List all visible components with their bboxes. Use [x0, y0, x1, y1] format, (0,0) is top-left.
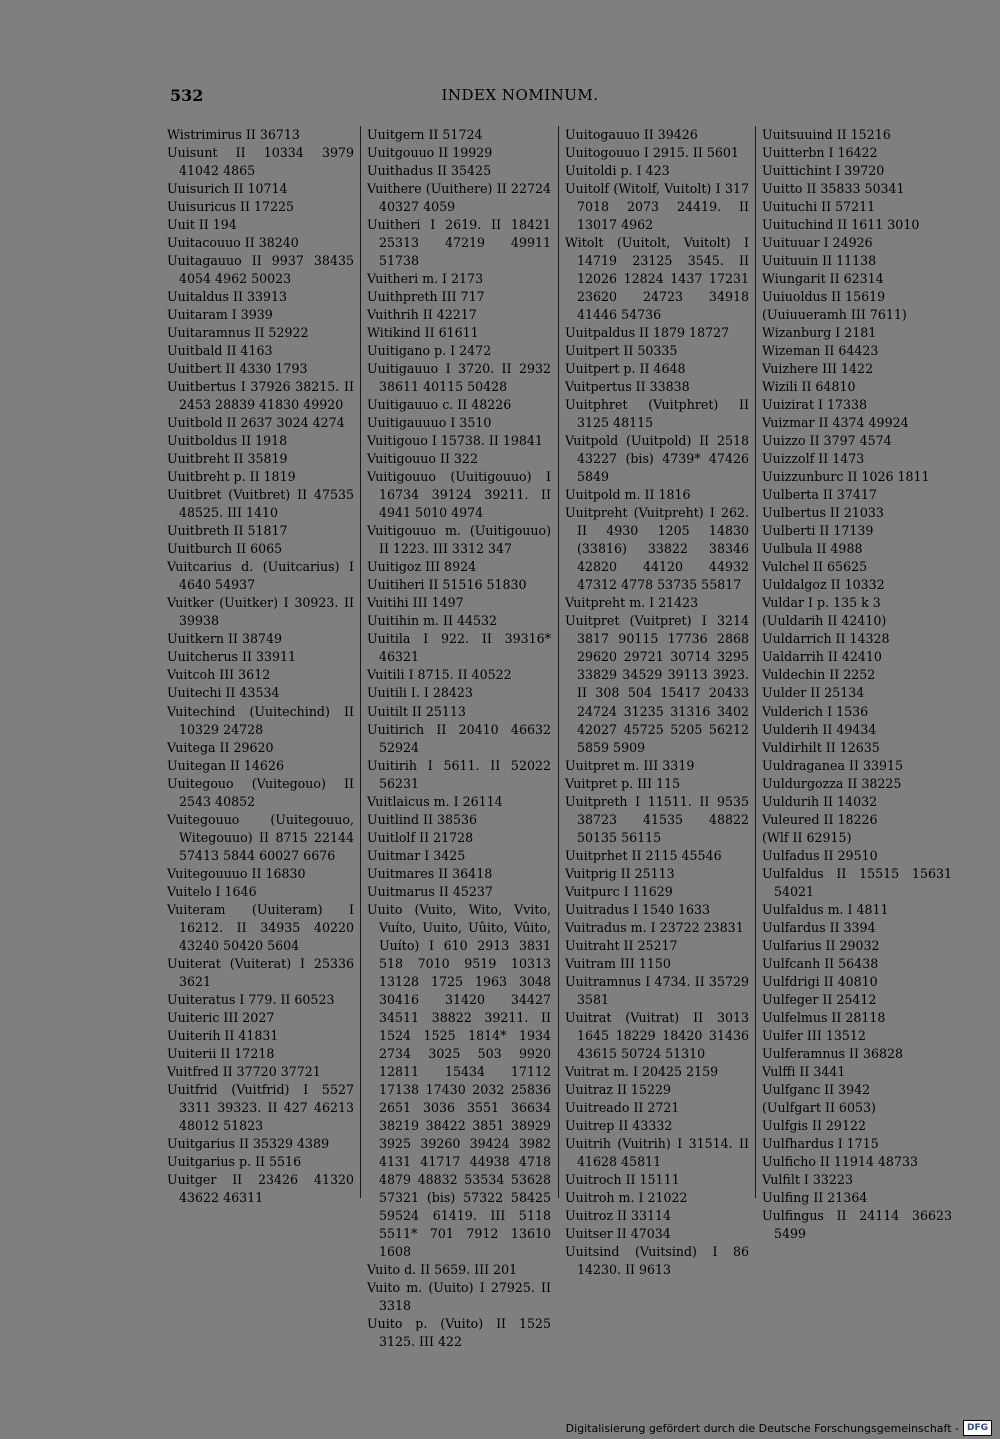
index-entry: Uulfardus II 3394 — [762, 919, 876, 935]
index-entry: Uulder II 25134 — [762, 685, 865, 701]
index-entry: Uulderih II 49434 — [762, 721, 877, 737]
index-entry: Uuitiheri II 51516 51830 — [367, 577, 527, 593]
index-entry: Uuitila I 922. II 39316* 46321 — [367, 631, 551, 665]
index-entry: Uuitgouuo II 19929 — [367, 145, 493, 161]
index-entry: Uuitogouuo I 2915. II 5601 — [565, 145, 739, 161]
index-entry: Vuitechind (Uuitechind) II 10329 24728 — [167, 703, 354, 737]
index-entry: Uuituuar I 24926 — [762, 235, 873, 251]
index-entry: Vuizhere III 1422 — [762, 361, 874, 377]
index-entry: Witolt (Uuitolt, Vuitolt) I 14719 23125 3545. II 12026 12824 1437 17231 23620 24723 34918 41446 54736 — [565, 235, 749, 323]
index-entry: Vulffi II 3441 — [762, 1063, 846, 1079]
column-rule — [558, 126, 559, 1198]
index-entry: Vuitega II 29620 — [167, 739, 274, 755]
index-entry: Wizanburg I 2181 — [762, 325, 877, 341]
dfg-logo: DFG — [963, 1420, 992, 1436]
index-entry: Uuitroch II 15111 — [565, 1171, 680, 1187]
index-entry: Uulbertus II 21033 — [762, 505, 884, 521]
index-entry: Uuitkern II 38749 — [167, 631, 283, 647]
index-entry: Uuitlolf II 21728 — [367, 829, 474, 845]
index-entry: Uulfeger II 25412 — [762, 991, 877, 1007]
column-rule — [755, 126, 756, 1198]
index-entry: Uuisuricus II 17225 — [167, 199, 295, 215]
index-entry: Uulfcanh II 56438 — [762, 955, 879, 971]
index-entry: Uuitbold II 2637 3024 4274 — [167, 415, 345, 431]
index-entry: Uuizzo II 3797 4574 — [762, 433, 892, 449]
index-entry: Vuitelo I 1646 — [167, 883, 257, 899]
index-entry: Uuitegouo (Vuitegouo) II 2543 40852 — [167, 775, 354, 809]
index-entry: Vuitcarius d. (Uuitcarius) I 4640 54937 — [167, 559, 354, 593]
index-entry: Uuitechi II 43534 — [167, 685, 280, 701]
index-entry: Uuitihin m. II 44532 — [367, 613, 498, 629]
index-entry: Uuittichint I 39720 — [762, 163, 885, 179]
index-entry: Uuitterbn I 16422 — [762, 145, 878, 161]
index-entry: Uuituchind II 1611 3010 — [762, 217, 920, 233]
index-entry: Uuitroh m. I 21022 — [565, 1189, 688, 1205]
index-entry: Vuitpreht m. I 21423 — [565, 595, 699, 611]
index-entry: Uuitigoz III 8924 — [367, 559, 477, 575]
index-entry: Wizeman II 64423 — [762, 343, 879, 359]
index-entry: Uuitigauuo c. II 48226 — [367, 397, 512, 413]
index-entry: Uuitgarius II 35329 4389 — [167, 1135, 330, 1151]
index-entry: Uuitmares II 36418 — [367, 865, 493, 881]
index-entry: Vuldechin II 2252 — [762, 667, 876, 683]
index-entry: Uuitpert p. II 4648 — [565, 361, 686, 377]
index-entry: Uuitirich II 20410 46632 52924 — [367, 721, 551, 755]
index-entry: Uuitramnus I 4734. II 35729 3581 — [565, 973, 749, 1007]
index-entry: Uuiuoldus II 15619 — [762, 289, 886, 305]
index-entry: Vuitrat m. I 20425 2159 — [565, 1063, 719, 1079]
index-entry: Uulfganc II 3942 — [762, 1081, 871, 1097]
index-entry: Vuitihi III 1497 — [367, 595, 464, 611]
index-entry: Vuitprig II 25113 — [565, 865, 675, 881]
index-entry: Uuitto II 35833 50341 — [762, 181, 905, 197]
index-entry: Uuitpret m. III 3319 — [565, 757, 695, 773]
index-entry: Uuitphret (Vuitphret) II 3125 48115 — [565, 397, 749, 431]
index-entry: Uuitaldus II 33913 — [167, 289, 288, 305]
index-entry: Uuldurih II 14032 — [762, 793, 878, 809]
index-entry: Uuituchi II 57211 — [762, 199, 876, 215]
index-entry: Uuitpreht (Vuitpreht) I 262. II 4930 1205 14830 (33816) 33822 38346 42820 44120 44932 47312 4778 53735 55817 — [565, 505, 749, 593]
index-entry: Uulfgis II 29122 — [762, 1117, 866, 1133]
index-columns — [167, 126, 957, 1350]
index-entry: Uuitmar I 3425 — [367, 847, 466, 863]
index-entry: Uuitbret (Vuitbret) II 47535 48525. III 1410 — [167, 487, 354, 521]
index-entry: Uulberti II 17139 — [762, 523, 874, 539]
index-entry: Uuitilt II 25113 — [367, 703, 466, 719]
index-entry: (Wlf II 62915) — [762, 829, 852, 845]
index-entry: Uuitogauuo II 39426 — [565, 127, 698, 142]
index-entry: Uuizzunburc II 1026 1811 — [762, 469, 930, 485]
index-entry: Vuleured II 18226 — [762, 811, 878, 827]
index-entry: Vuitigouuo II 322 — [367, 451, 478, 467]
index-entry: Uuit II 194 — [167, 217, 237, 233]
index-entry: Vuitlaicus m. I 26114 — [367, 793, 503, 809]
index-entry: Uuitigauuo I 3720. II 2932 38611 40115 50428 — [367, 361, 551, 395]
column-rule — [360, 126, 361, 1198]
index-entry: Vuitigouuo m. (Uuitigouuo) II 1223. III 3312 347 — [367, 523, 551, 557]
index-entry: Uuitburch II 6065 — [167, 541, 283, 557]
index-entry: Uuituuin II 11138 — [762, 253, 877, 269]
index-entry: (Uuiuueramh III 7611) — [762, 307, 907, 323]
index-entry: Uulfing II 21364 — [762, 1189, 868, 1205]
index-entry: Uuldarrich II 14328 — [762, 631, 890, 647]
index-entry: Vuito d. II 5659. III 201 — [367, 1261, 518, 1277]
index-entry: Uuitheri I 2619. II 18421 25313 47219 49911 51738 — [367, 217, 551, 269]
index-entry: Uulficho II 11914 48733 — [762, 1153, 918, 1169]
index-entry: Uuitirih I 5611. II 52022 56231 — [367, 757, 551, 791]
index-entry: Uuiterat (Vuiterat) I 25336 3621 — [167, 955, 354, 989]
index-entry: Vuitegouuo (Uuitegouuo, Witegouuo) II 8715 22144 57413 5844 60027 6676 — [167, 811, 354, 863]
index-entry: Vuldar I p. 135 k 3 — [762, 595, 881, 611]
index-entry: Vuitker (Uuitker) I 30923. II 39938 — [167, 595, 354, 629]
index-entry: Uuitigano p. I 2472 — [367, 343, 492, 359]
index-entry: Uuldraganea II 33915 — [762, 757, 904, 773]
index-entry: Uuitbreht II 35819 — [167, 451, 288, 467]
index-entry: Vuiteram (Uuiteram) I 16212. II 34935 40220 43240 50420 5604 — [167, 901, 354, 953]
index-entry: Uuitpold m. II 1816 — [565, 487, 691, 503]
index-entry: Uulberta II 37417 — [762, 487, 877, 503]
index-entry: Wistrimirus II 36713 — [167, 127, 300, 142]
index-entry: Uuitlind II 38536 — [367, 811, 478, 827]
index-entry: Uulfarius II 29032 — [762, 937, 880, 953]
index-entry: Uuitraz II 15229 — [565, 1081, 671, 1097]
index-entry: Uuitpaldus II 1879 18727 — [565, 325, 730, 341]
index-entry: Vuitradus m. I 23722 23831 — [565, 919, 744, 935]
index-entry: Uulfer III 13512 — [762, 1027, 866, 1043]
index-entry: Uuitrat (Vuitrat) II 3013 1645 18229 18420 31436 43615 50724 51310 — [565, 1009, 749, 1061]
index-entry: Wiungarit II 62314 — [762, 271, 884, 287]
index-entry: Vulfilt I 33223 — [762, 1171, 853, 1187]
index-entry: Vuithere (Uuithere) II 22724 40327 4059 — [367, 181, 551, 215]
index-entry: Uuitreado II 2721 — [565, 1099, 680, 1115]
index-entry: Uulbula II 4988 — [762, 541, 863, 557]
index-entry: Uulfelmus II 28118 — [762, 1009, 886, 1025]
index-entry: Uuitbald II 4163 — [167, 343, 273, 359]
index-entry: Uuitgarius p. II 5516 — [167, 1153, 302, 1169]
index-column-1 — [167, 126, 354, 1207]
index-entry: Uuitboldus II 1918 — [167, 433, 288, 449]
index-entry: Uuisurich II 10714 — [167, 181, 288, 197]
index-entry: Vuithrih II 42217 — [367, 307, 477, 323]
index-entry: Vuldirhilt II 12635 — [762, 739, 880, 755]
index-entry: Uuitili I. I 28423 — [367, 685, 473, 701]
index-entry: Uuito p. (Vuito) II 1525 3125. III 422 — [367, 1316, 551, 1350]
index-entry: Uulfhardus I 1715 — [762, 1135, 879, 1151]
index-entry: Vuitili I 8715. II 40522 — [367, 667, 512, 683]
footer — [566, 1417, 992, 1439]
index-entry: Uuitigauuuo I 3510 — [367, 415, 492, 431]
index-entry: Uuitaram I 3939 — [167, 307, 273, 323]
index-entry: Vuitheri m. I 2173 — [367, 271, 484, 287]
index-entry: Vuito m. (Uuito) I 27925. II 3318 — [367, 1280, 551, 1314]
index-entry: Uuitsuuind II 15216 — [762, 127, 891, 142]
index-entry: (Uuldarih II 42410) — [762, 613, 887, 629]
funding-notice: Digitalisierung gefördert durch die Deutsche Forschungsgemeinschaft - — [565, 1421, 959, 1435]
index-entry: Uuldurgozza II 38225 — [762, 775, 902, 791]
index-entry: Uuitroz II 33114 — [565, 1207, 672, 1223]
index-entry: Vuitfred II 37720 37721 — [167, 1063, 321, 1079]
index-entry: Uuitger II 23426 41320 43622 46311 — [167, 1171, 354, 1205]
index-entry: Uuisunt II 10334 3979 41042 4865 — [167, 145, 354, 179]
index-column-2 — [367, 126, 551, 1351]
index-entry: Uuitacouuo II 38240 — [167, 235, 299, 251]
index-entry: Vulchel II 65625 — [762, 559, 868, 575]
page-number: 532 — [170, 86, 204, 105]
index-entry: Uulfingus II 24114 36623 5499 — [762, 1207, 952, 1241]
index-entry: Uuitrep II 43332 — [565, 1117, 673, 1133]
index-entry: Uuitraht II 25217 — [565, 937, 678, 953]
index-entry: Uuitsind (Vuitsind) I 86 14230. II 9613 — [565, 1243, 749, 1277]
index-entry: Uuitpreth I 11511. II 9535 38723 41535 48822 50135 56115 — [565, 793, 749, 845]
index-entry: Ualdarrih II 42410 — [762, 649, 882, 665]
index-entry: Vuitegouuuo II 16830 — [167, 865, 306, 881]
index-entry: Uuitaramnus II 52922 — [167, 325, 309, 341]
index-entry: Vuitigouo I 15738. II 19841 — [367, 433, 543, 449]
index-entry: Witikind II 61611 — [367, 325, 479, 341]
index-entry: Uulfadus II 29510 — [762, 847, 878, 863]
index-entry: Uuitcherus II 33911 — [167, 649, 297, 665]
index-entry: Uuiteric III 2027 — [167, 1009, 275, 1025]
index-column-4 — [762, 126, 952, 1243]
index-entry: Uuitpert II 50335 — [565, 343, 678, 359]
index-entry: Uuiteratus I 779. II 60523 — [167, 991, 335, 1007]
index-entry: Uulfaldus II 15515 15631 54021 — [762, 865, 952, 899]
index-entry: Uuitfrid (Vuitfrid) I 5527 3311 39323. II 427 46213 48012 51823 — [167, 1081, 354, 1133]
index-entry: Vuitram III 1150 — [565, 955, 671, 971]
index-entry: Uuitbertus I 37926 38215. II 2453 28839 41830 49920 — [167, 379, 354, 413]
index-entry: Uuitpret (Vuitpret) I 3214 3817 90115 17736 2868 29620 29721 30714 3295 33829 34529 39113 3923. II 308 504 15417 20433 24724 31235 31316 3402 42027 45725 5205 56212 5859 5909 — [565, 613, 749, 755]
index-entry: Uuitbreht p. II 1819 — [167, 469, 296, 485]
index-entry: Uuitrih (Vuitrih) I 31514. II 41628 45811 — [565, 1135, 749, 1169]
index-entry: (Uulfgart II 6053) — [762, 1099, 876, 1115]
index-entry: Uuiterih II 41831 — [167, 1027, 279, 1043]
index-entry: Uuitgern II 51724 — [367, 127, 483, 142]
index-entry: Vuitigouuo (Uuitigouuo) I 16734 39124 39211. II 4941 5010 4974 — [367, 469, 551, 521]
index-entry: Vuizmar II 4374 49924 — [762, 415, 909, 431]
index-entry: Uuldalgoz II 10332 — [762, 577, 885, 593]
index-entry: Uuitegan II 14626 — [167, 757, 284, 773]
index-entry: Vuitpret p. III 115 — [565, 775, 681, 791]
index-entry: Vuitpurc I 11629 — [565, 883, 673, 899]
page-header — [0, 86, 1000, 116]
index-entry: Uuizirat I 17338 — [762, 397, 868, 413]
index-entry: Uuitolf (Witolf, Vuitolt) I 317 7018 2073 24419. II 13017 4962 — [565, 181, 749, 233]
index-entry: Uuitradus I 1540 1633 — [565, 901, 711, 917]
index-entry: Uuithadus II 35425 — [367, 163, 492, 179]
index-entry: Uulferamnus II 36828 — [762, 1045, 904, 1061]
index-entry: Uuitser II 47034 — [565, 1225, 671, 1241]
index-entry: Uuitoldi p. I 423 — [565, 163, 670, 179]
index-entry: Uuiterii II 17218 — [167, 1045, 275, 1061]
index-entry: Wizili II 64810 — [762, 379, 856, 395]
index-entry: Uuitbreth II 51817 — [167, 523, 288, 539]
running-title: INDEX NOMINUM. — [441, 86, 599, 104]
index-entry: Uuitagauuo II 9937 38435 4054 4962 50023 — [167, 253, 354, 287]
index-entry: Uuitprhet II 2115 45546 — [565, 847, 722, 863]
index-entry: Uuithpreth III 717 — [367, 289, 485, 305]
index-entry: Uuizzolf II 1473 — [762, 451, 865, 467]
index-entry: Vuitcoh III 3612 — [167, 667, 271, 683]
index-entry: Vulderich I 1536 — [762, 703, 869, 719]
index-entry: Uulfaldus m. I 4811 — [762, 901, 889, 917]
index-entry: Uuitbert II 4330 1793 — [167, 361, 308, 377]
index-entry: Uuitmarus II 45237 — [367, 883, 493, 899]
index-entry: Vuitpold (Uuitpold) II 2518 43227 (bis) 4739* 47426 5849 — [565, 433, 749, 485]
index-entry: Vuitpertus II 33838 — [565, 379, 690, 395]
index-column-3 — [565, 126, 749, 1279]
index-entry: Uuito (Vuito, Wito, Vvito, Vuíto, Uuito, Uûito, Vûito, Uuíto) I 610 2913 3831 518 7010 9519 10313 13128 1725 1963 3048 30416 31420 34427 34511 38822 39211. II 1524 1525 1814* 1934 2734 3025 503 9920 12811 15434 17112 17138 17430 2032 25836 2651 3036 3551 36634 38219 38422 3851 38929 3925 39260 39424 3982 4131 41717 44938 4718 4879 48832 53534 53628 57321 (bis) 57322 58425 59524 61419. III 5118 5511* 701 7912 13610 1608 — [367, 901, 551, 1259]
index-entry: Uulfdrigi II 40810 — [762, 973, 878, 989]
